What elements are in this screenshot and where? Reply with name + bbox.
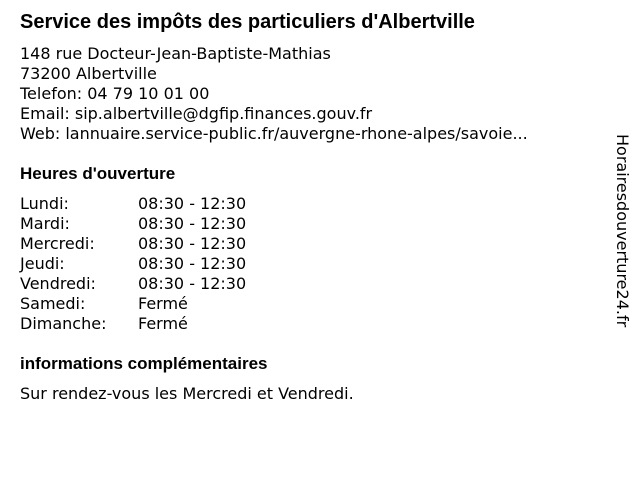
address-city: 73200 Albertville [20, 64, 157, 83]
day-label: Vendredi: [20, 274, 96, 293]
site-watermark: Horairesdouverture24.fr [613, 134, 632, 328]
hours-row-friday [20, 274, 320, 294]
website-link[interactable]: Web: lannuaire.service-public.fr/auvergne-rhone-alpes/savoie... [20, 124, 528, 143]
time-value: Fermé [138, 314, 188, 333]
page-title: Service des impôts des particuliers d'Albertville [20, 11, 475, 33]
hours-row-tuesday [20, 214, 320, 234]
time-value: Fermé [138, 294, 188, 313]
hours-row-sunday [20, 314, 320, 334]
day-label: Jeudi: [20, 254, 65, 273]
additional-info-text: Sur rendez-vous les Mercredi et Vendredi. [20, 384, 354, 403]
address-street: 148 rue Docteur-Jean-Baptiste-Mathias [20, 44, 331, 63]
day-label: Mercredi: [20, 234, 95, 253]
hours-row-thursday [20, 254, 320, 274]
email-address[interactable]: Email: sip.albertville@dgfip.finances.gouv.fr [20, 104, 373, 123]
day-label: Mardi: [20, 214, 70, 233]
phone-number[interactable]: Telefon: 04 79 10 01 00 [20, 84, 210, 103]
hours-row-wednesday [20, 234, 320, 254]
contact-block [20, 44, 528, 144]
hours-row-monday [20, 194, 320, 214]
day-label: Samedi: [20, 294, 86, 313]
time-value: 08:30 - 12:30 [138, 194, 247, 213]
time-value: 08:30 - 12:30 [138, 214, 247, 233]
time-value: 08:30 - 12:30 [138, 254, 247, 273]
opening-hours-heading: Heures d'ouverture [20, 164, 176, 183]
hours-row-saturday [20, 294, 320, 314]
additional-info-heading: informations complémentaires [20, 354, 268, 373]
time-value: 08:30 - 12:30 [138, 234, 247, 253]
day-label: Lundi: [20, 194, 69, 213]
opening-hours-table [20, 194, 320, 334]
day-label: Dimanche: [20, 314, 107, 333]
time-value: 08:30 - 12:30 [138, 274, 247, 293]
